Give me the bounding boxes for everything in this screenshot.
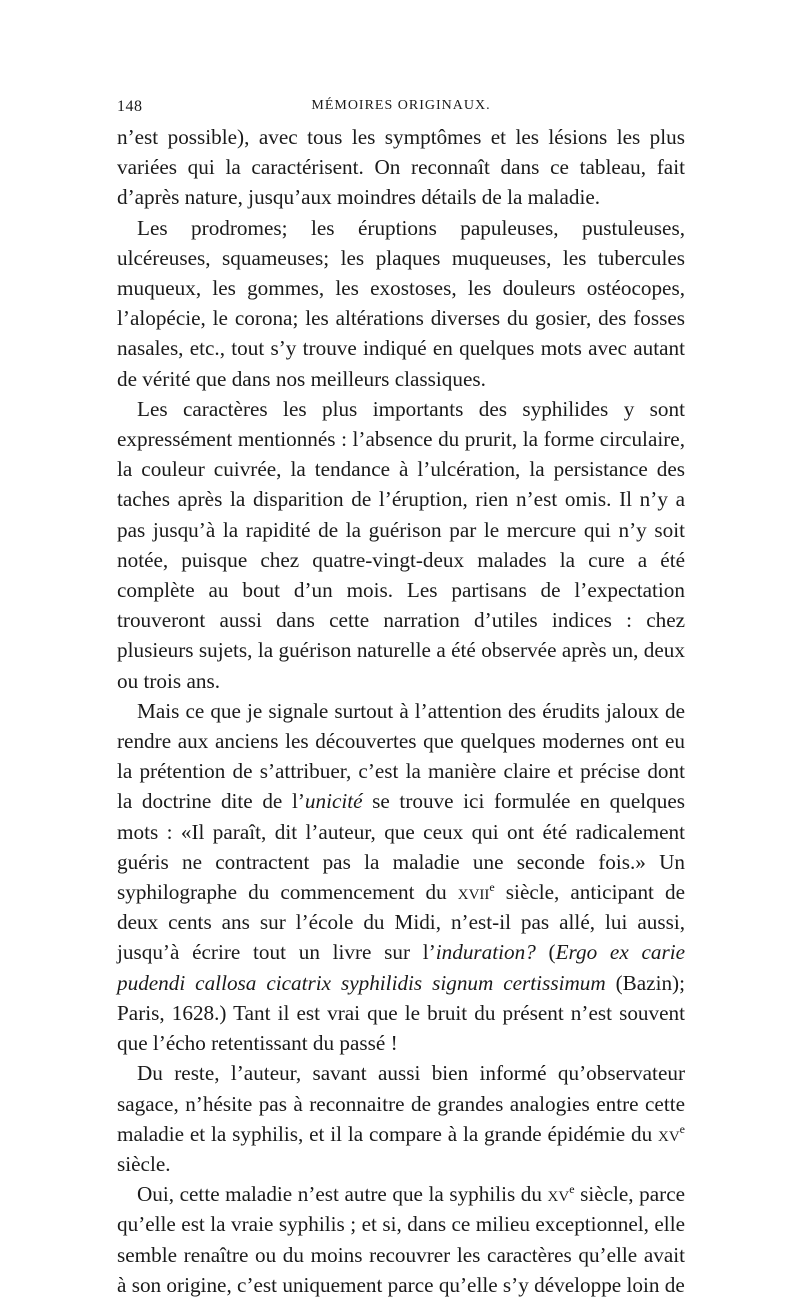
page-number: 148 [117,98,143,115]
paragraph-5 [117,1058,685,1179]
paragraph-4 [117,696,685,1058]
paragraph-4-text-a: Mais ce que je signale surtout à l’attention des érudits jaloux de rendre aux anciens les découvertes que quelques modernes ont eu la prétention de s’attribuer, c’est la manière claire et précise dont la doctrine dite de l’ [117,698,685,814]
century-superscript: e [489,880,495,895]
paragraph-4-text-e: (Bazin); Paris, 1628.) Tant il est vrai que le bruit du présent n’est souvent que l’écho retentissant du passé ! [117,970,686,1056]
paragraph-6-text-b: siècle, parce qu’elle est la vraie syphilis ; et si, dans ce milieu exceptionnel, elle semble renaître ou du moins recouvrer les caractères qu’elle avait à son origine, c’est uniquement parce qu’elle s’y développe loin de [117,1182,686,1297]
paragraph-5-text-b: siècle. [117,1151,171,1176]
paragraph-6-text-a: Oui, cette maladie n’est autre que la syphilis du [137,1182,548,1207]
century-superscript: e [569,1182,575,1197]
paragraph-1: n’est possible), avec tous les symptômes et les lésions les plus variées qui la caractérisent. On reconnaît dans ce tableau, fait d’après nature, jusqu’aux moindres détails de la maladie. [117,125,685,210]
century-numeral: xvii [457,880,490,905]
paragraph-4-text-c: siècle, anticipant de deux cents ans sur l’école du Midi, n’est-il pas allé, lui aussi, jusqu’à écrire tout un livre sur l’ [117,880,685,965]
running-title: MÉMOIRES ORIGINAUX. [311,98,491,113]
paragraph-5-text-a: Du reste, l’auteur, savant aussi bien informé qu’observateur sagace, n’hésite pas à reconnaitre de grandes analogies entre cette maladie et la syphilis, et il la compare à la grande épidémie du [117,1061,685,1146]
century-numeral: xv [547,1182,570,1207]
book-page [117,98,685,1300]
century-superscript: e [679,1121,685,1136]
century-numeral: xv [658,1121,680,1146]
paragraph-4-text-b: se trouve ici formulée en quelques mots : «Il paraît, dit l’auteur, que ceux qui ont été radicalement guéris ne contractent pas la maladie une seconde fois.» Un syphilographe du commencement du [117,789,685,905]
paragraph-2: Les prodromes; les éruptions papuleuses, pustuleuses, ulcéreuses, squameuses; les plaques muqueuses, les tubercules muqueux, les gommes, les exostoses, les douleurs ostéocopes, l’alopécie, le corona; les altérations diverses du gosier, des fosses nasales, etc., tout s’y trouve indiqué en quelques mots avec autant de vérité que dans nos meilleurs classiques. [117,215,685,391]
paragraph-6 [117,1179,685,1300]
term-induration: induration? [435,940,536,965]
paragraph-4-text-d: ( [535,940,556,965]
paragraph-3: Les caractères les plus importants des syphilides y sont expressément mentionnés : l’absence du prurit, la forme circulaire, la couleur cuivrée, la tendance à l’ulcération, la persistance des taches après la disparition de l’éruption, rien n’est omis. Il n’y a pas jusqu’à la rapidité de la guérison par le mercure qui n’y soit notée, puisque chez quatre-vingt-deux malades la cure a été complète au bout d’un mois. Les partisans de l’expectation trouveront aussi dans cette narration d’utiles indices : chez plusieurs sujets, la guérison naturelle a été observée après un, deux ou trois ans. [117,396,685,693]
running-head [117,98,685,122]
latin-book-title: Ergo ex carie pudendi callosa cicatrix syphilidis signum certissimum [117,940,685,995]
term-unicite: unicité [304,789,363,814]
